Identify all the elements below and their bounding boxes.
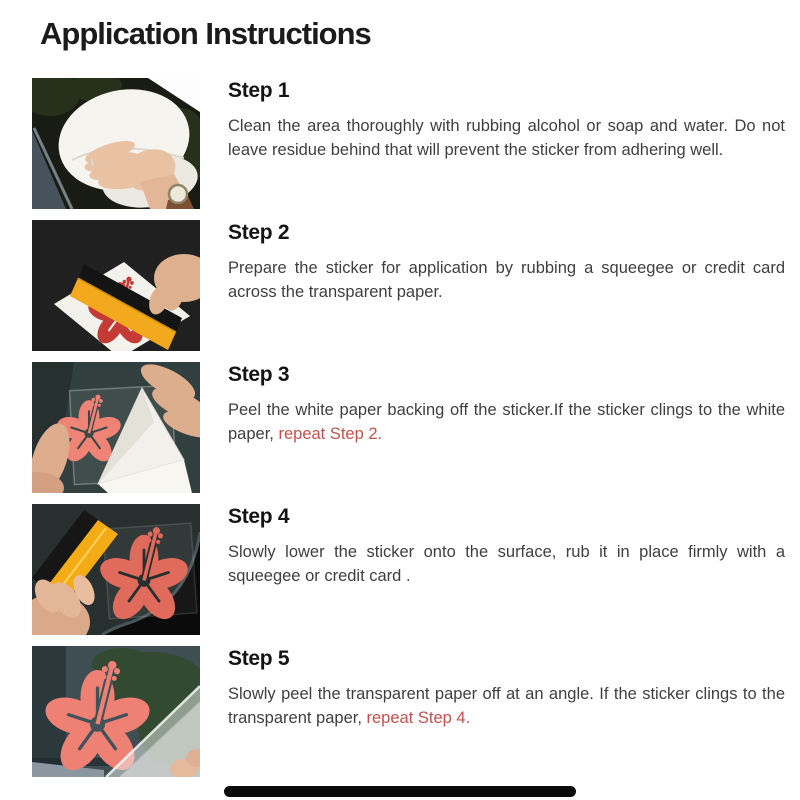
step4-heading: Step 4 bbox=[228, 505, 290, 528]
step3-body bbox=[228, 398, 785, 447]
step3-heading: Step 3 bbox=[228, 363, 290, 386]
step4-body-text: Slowly lower the sticker onto the surface, rub it in place firmly with a squeegee or credit card . bbox=[228, 543, 785, 586]
step3-peel-backing-photo bbox=[32, 362, 200, 493]
step2-body-text: Prepare the sticker for application by rubbing a squeegee or credit card across the transparent paper. bbox=[228, 259, 785, 302]
step3-text bbox=[200, 362, 785, 447]
step-row-2 bbox=[32, 220, 800, 351]
step4-text bbox=[200, 504, 785, 589]
step1-cleaning-photo bbox=[32, 78, 200, 209]
step5-peel-transparent-photo bbox=[32, 646, 200, 777]
step4-row bbox=[32, 504, 800, 635]
step1-heading: Step 1 bbox=[228, 79, 290, 102]
step-row-3 bbox=[32, 362, 800, 493]
step5-repeat-link: repeat Step 4. bbox=[366, 709, 471, 728]
step3-body-text: Peel the white paper backing off the sticker.If the sticker clings to the white paper, bbox=[228, 401, 785, 444]
step4-body bbox=[228, 540, 785, 589]
step3-repeat-link: repeat Step 2. bbox=[278, 425, 383, 444]
step1-body-text: Clean the area thoroughly with rubbing alcohol or soap and water. Do not leave residue behind that will prevent the sticker from adhering well. bbox=[228, 117, 785, 160]
step4-apply-sticker-photo bbox=[32, 504, 200, 635]
step2-squeegee-prep-photo bbox=[32, 220, 200, 351]
step5-text bbox=[200, 646, 785, 731]
step1-body bbox=[228, 114, 785, 163]
step-row-1 bbox=[32, 78, 800, 209]
home-indicator-bar bbox=[224, 786, 576, 797]
page-title: Application Instructions bbox=[40, 16, 371, 51]
step2-heading: Step 2 bbox=[228, 221, 290, 244]
step2-body bbox=[228, 256, 785, 305]
step5-body bbox=[228, 682, 785, 731]
step5-body-text: Slowly peel the transparent paper off at an angle. If the sticker clings to the transparent paper, bbox=[228, 685, 785, 728]
step2-text bbox=[200, 220, 785, 305]
step5-heading: Step 5 bbox=[228, 647, 290, 670]
step1-text bbox=[200, 78, 785, 163]
step5-row bbox=[32, 646, 800, 777]
steps-list bbox=[32, 78, 800, 777]
